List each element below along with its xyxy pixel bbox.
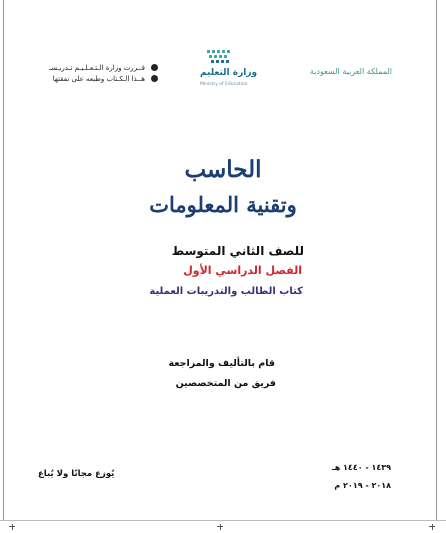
declaration [28,62,158,84]
declaration-text: قــررت وزارة الـتـعـلـيـم تـدريـسـ [49,63,145,72]
ministry-name-ar: وزارة التعليم [200,68,258,78]
gregorian-year: ٢٠١٨ - ٢٠١٩ م [334,481,391,490]
right-border [436,0,437,520]
crop-mark [217,526,223,527]
book-type-label: كتاب الطالب والتدريبات العملية [149,286,303,297]
crop-mark [9,526,15,527]
authors-line2: فريق من المتخصصين [175,378,276,389]
hijri-year: ١٤٣٩ - ١٤٤٠ هـ [331,463,391,472]
crop-mark [432,524,433,530]
bullet-icon [151,64,158,71]
declaration-line [28,62,158,73]
book-title-line1: الحاسب [184,156,262,183]
kingdom-name: المملكة العربية السعودية [309,67,392,76]
book-title-line2: وتقنية المعلومات [149,192,297,217]
bullet-icon [151,75,158,82]
free-distribution-note: يُوزع مجانًا ولا يُباع [38,469,115,479]
semester-label: الفصل الدراسي الأول [183,264,302,277]
crop-mark [429,526,435,527]
grade-label: للصف الثاني المتوسط [171,244,304,258]
authors-line1: قام بالتأليف والمراجعة [168,358,275,369]
left-border [3,0,4,520]
declaration-line [28,73,158,84]
crop-mark [12,524,13,530]
ministry-logo-icon [205,49,235,67]
declaration-text: هــذا الـكـتاب وطبعه على نفقتها [52,74,145,83]
crop-mark [220,524,221,530]
bottom-border [0,520,446,521]
ministry-name-en: Ministry of Education [200,82,248,87]
